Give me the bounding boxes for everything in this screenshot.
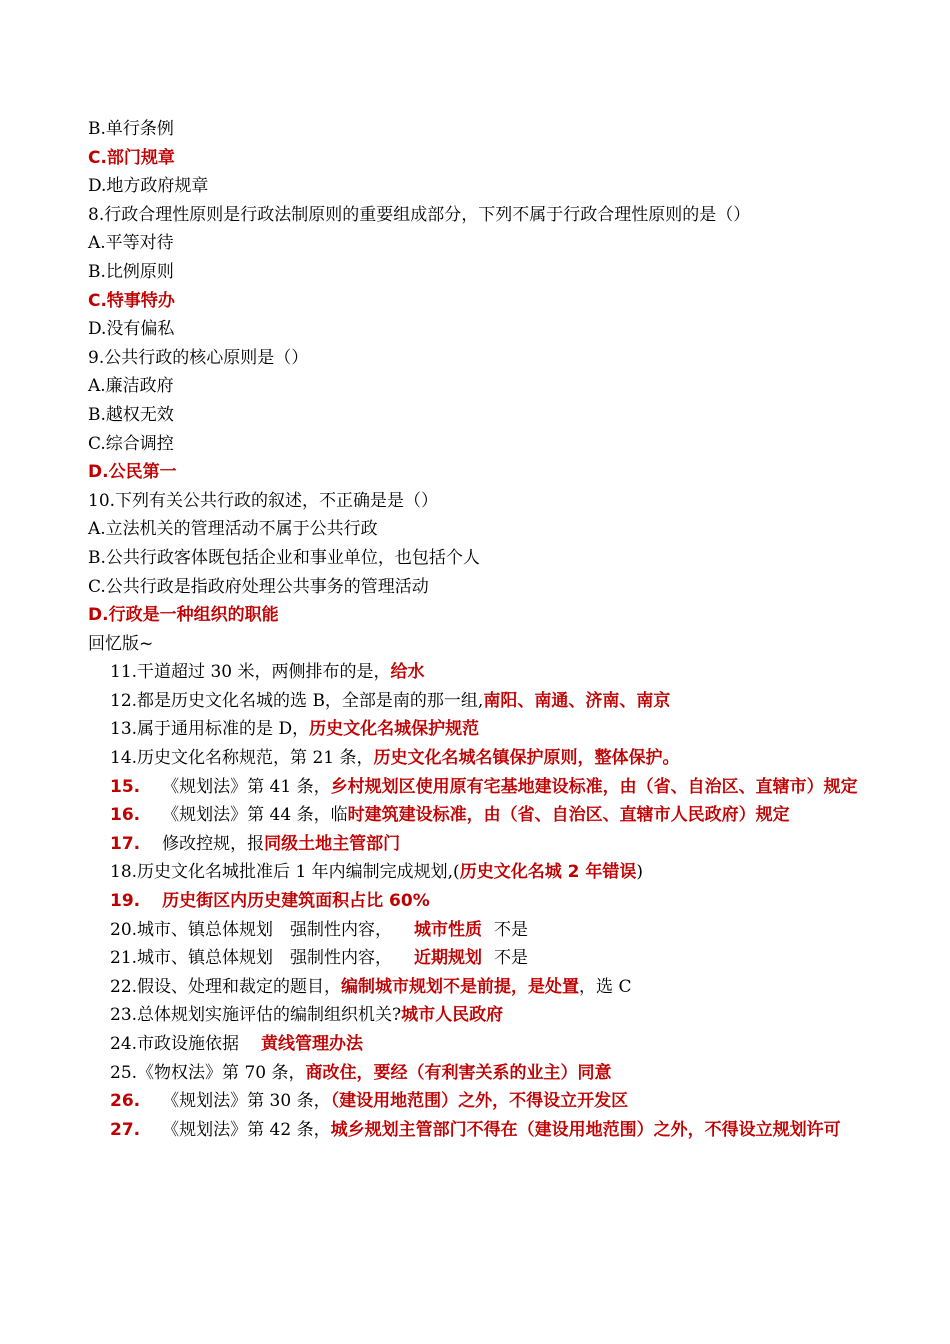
- recall-item-12-answer: 南阳、南通、济南、南京: [483, 690, 671, 711]
- question-9: 9.公共行政的核心原则是（）: [88, 347, 309, 368]
- recall-item-11: [88, 658, 868, 687]
- option-q10-d-answer: D.行政是一种组织的职能: [88, 605, 279, 626]
- recall-item-19-number: 19.: [110, 891, 141, 912]
- recall-item-12: [88, 687, 868, 716]
- recall-item-23: [88, 1001, 868, 1030]
- recall-item-20-answer: 城市性质: [414, 919, 483, 940]
- recall-item-18-answer: 历史文化名城 2 年错误: [459, 862, 637, 883]
- recall-item-16-number: 16.: [110, 805, 141, 826]
- recall-item-11-answer: 给水: [390, 662, 425, 683]
- recall-heading: 回忆版~: [88, 633, 154, 654]
- option-q10-a: A.立法机关的管理活动不属于公共行政: [88, 519, 378, 540]
- recall-item-23-text: 23.总体规划实施评估的编制组织机关?: [110, 1005, 402, 1026]
- option-q9-a: A.廉洁政府: [88, 376, 174, 397]
- recall-item-22: [88, 973, 868, 1002]
- recall-item-20: [88, 916, 868, 945]
- recall-item-14-answer: 历史文化名城名镇保护原则，整体保护。: [373, 748, 680, 769]
- recall-item-16: [88, 801, 868, 830]
- recall-item-23-answer: 城市人民政府: [401, 1005, 504, 1026]
- recall-item-15-number: 15.: [110, 776, 141, 797]
- recall-item-20-text: 20.城市、镇总体规划 强制性内容，: [110, 919, 393, 940]
- recall-item-26: [88, 1087, 868, 1116]
- option-q8-b: B.比例原则: [88, 261, 174, 282]
- recall-item-17-number: 17.: [110, 833, 141, 854]
- option-q7-c-answer: C.部门规章: [88, 147, 175, 168]
- recall-item-13-answer: 历史文化名城保护规范: [309, 719, 480, 740]
- recall-item-20-tail: 不是: [494, 919, 529, 940]
- recall-item-21-text: 21.城市、镇总体规划 强制性内容，: [110, 948, 393, 969]
- recall-item-21: [88, 944, 868, 973]
- recall-item-24-text: 24.市政设施依据: [110, 1034, 240, 1054]
- option-q8-c-answer: C.特事特办: [88, 290, 175, 311]
- question-10: 10.下列有关公共行政的叙述，不正确是是（）: [88, 490, 439, 511]
- document-content: [88, 115, 868, 1144]
- option-q7-d: D.地方政府规章: [88, 176, 209, 197]
- recall-item-15: [88, 773, 868, 802]
- recall-item-22-answer: 编制城市规划不是前提，是处置: [341, 976, 580, 997]
- recall-item-16-text: 《规划法》第 44 条，临: [162, 805, 348, 826]
- option-q10-b: B.公共行政客体既包括企业和事业单位，也包括个人: [88, 547, 480, 568]
- recall-item-26-text: 《规划法》第 30 条，: [162, 1091, 331, 1112]
- recall-item-26-number: 26.: [110, 1091, 141, 1112]
- recall-item-25-answer: 商改住，要经（有利害关系的业主）同意: [305, 1062, 612, 1083]
- recall-item-17: [88, 830, 868, 859]
- recall-item-17-text: 修改控规，报: [162, 833, 265, 854]
- recall-item-17-answer: 同级土地主管部门: [264, 833, 401, 854]
- recall-item-11-text: 11.干道超过 30 米，两侧排布的是，: [110, 662, 391, 683]
- recall-item-15-text: 《规划法》第 41 条，: [162, 776, 331, 797]
- recall-item-26-answer: （建设用地范围）之外，不得设立开发区: [330, 1091, 629, 1112]
- recall-item-21-tail: 不是: [494, 948, 529, 969]
- recall-item-25-text: 25.《物权法》第 70 条，: [110, 1062, 306, 1083]
- recall-item-13: [88, 715, 868, 744]
- recall-item-19-answer: 历史街区内历史建筑面积占比 60%: [162, 891, 430, 912]
- option-q9-d-answer: D.公民第一: [88, 462, 177, 483]
- recall-item-18: [88, 858, 868, 887]
- recall-item-22-text: 22.假设、处理和裁定的题目，: [110, 976, 342, 997]
- recall-item-18-text: 18.历史文化名城批准后 1 年内编制完成规划,(: [110, 862, 460, 883]
- option-q8-d: D.没有偏私: [88, 319, 175, 340]
- recall-item-24: [88, 1030, 868, 1059]
- recall-item-21-answer: 近期规划: [414, 948, 483, 969]
- recall-item-27-answer: 城乡规划主管部门不得在（建设用地范围）之外，不得设立规划许可: [330, 1119, 841, 1140]
- recall-item-19: [88, 887, 868, 916]
- recall-item-27-text: 《规划法》第 42 条，: [162, 1119, 331, 1140]
- recall-item-14: [88, 744, 868, 773]
- option-q8-a: A.平等对待: [88, 233, 174, 254]
- recall-item-27: [88, 1116, 868, 1145]
- option-q9-c: C.综合调控: [88, 433, 174, 454]
- recall-item-27-number: 27.: [110, 1119, 141, 1140]
- recall-item-25: [88, 1059, 868, 1088]
- recall-item-16-answer: 时建筑建设标准，由（省、自治区、直辖市人民政府）规定: [347, 805, 790, 826]
- recall-item-18-close: ): [636, 862, 644, 883]
- recall-item-24-answer: 黄线管理办法: [261, 1034, 364, 1054]
- recall-item-12-text: 12.都是历史文化名城的选 B，全部是南的那一组,: [110, 690, 484, 711]
- option-q10-c: C.公共行政是指政府处理公共事务的管理活动: [88, 576, 429, 597]
- recall-item-15-answer: 乡村规划区使用原有宅基地建设标准，由（省、自治区、直辖市）规定: [330, 776, 858, 797]
- recall-item-13-text: 13.属于通用标准的是 D，: [110, 719, 310, 740]
- option-q7-b: B.单行条例: [88, 119, 174, 139]
- recall-item-14-text: 14.历史文化名称规范，第 21 条，: [110, 748, 374, 769]
- question-8: 8.行政合理性原则是行政法制原则的重要组成部分，下列不属于行政合理性原则的是（）: [88, 204, 751, 225]
- option-q9-b: B.越权无效: [88, 404, 174, 425]
- recall-item-22-tail: ，选 C: [579, 976, 632, 997]
